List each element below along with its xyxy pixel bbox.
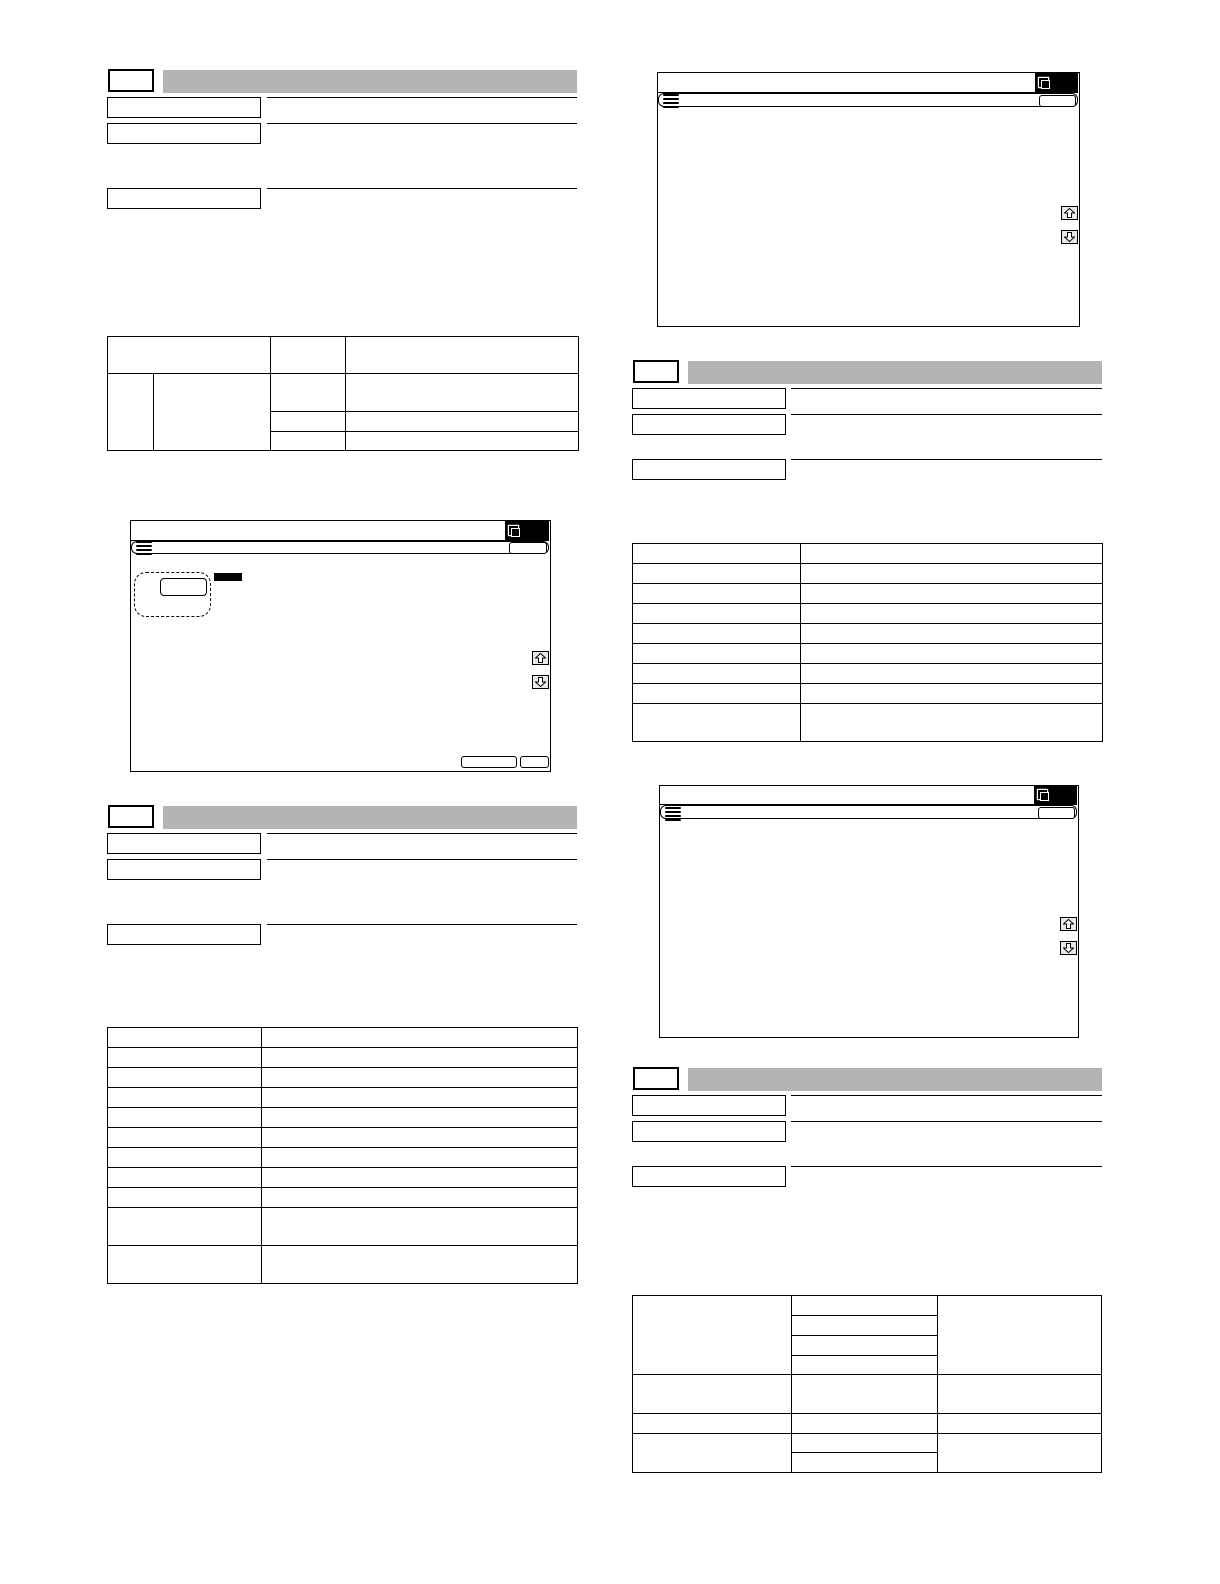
table-cell: [938, 1414, 1102, 1434]
lcd-screen: [657, 72, 1080, 327]
screen-subheader-bar: [131, 541, 549, 554]
table-cell: [262, 1188, 578, 1208]
field-rule: [267, 859, 577, 860]
table-cell: [108, 337, 271, 374]
table-cell: [633, 1375, 792, 1414]
table-cell: [271, 337, 346, 374]
field-rule: [791, 459, 1102, 460]
table-cell: [108, 1188, 262, 1208]
table-cell: [633, 684, 801, 704]
table-cell: [262, 1148, 578, 1168]
menu-icon[interactable]: [665, 807, 681, 823]
section-title-bar: [688, 1068, 1102, 1091]
screen-button[interactable]: [520, 756, 549, 768]
section-title-bar: [163, 806, 577, 829]
table-cell: [271, 374, 346, 412]
screen-title-bar: [660, 786, 1077, 805]
settings-table: [632, 543, 1103, 742]
field-label-box: [107, 924, 261, 945]
field-rule: [267, 97, 577, 98]
table-cell: [346, 412, 579, 432]
settings-table: [107, 336, 579, 451]
table-cell: [633, 704, 801, 742]
section-number-box: [633, 360, 679, 383]
section-title-bar: [163, 70, 577, 93]
screen-button[interactable]: [461, 756, 517, 768]
copy-icon: [511, 528, 520, 537]
field-label-box: [632, 414, 786, 435]
table-cell: [262, 1208, 578, 1246]
field-rule: [791, 1166, 1102, 1167]
ok-button[interactable]: [1039, 95, 1076, 107]
table-cell: [801, 664, 1103, 684]
table-cell: [108, 1168, 262, 1188]
arrow-up-icon: [1064, 208, 1075, 218]
field-rule: [791, 1121, 1102, 1122]
screen-corner-badge[interactable]: [1034, 786, 1077, 805]
table-cell: [801, 604, 1103, 624]
table-cell: [108, 1246, 262, 1284]
screen-subheader-bar: [658, 93, 1078, 107]
table-cell: [262, 1128, 578, 1148]
field-rule: [267, 123, 577, 124]
field-label-box: [632, 1121, 786, 1142]
table-cell: [792, 1316, 938, 1336]
lcd-screen: [130, 520, 551, 772]
screen-title-bar: [658, 73, 1078, 93]
table-cell: [801, 544, 1103, 564]
table-cell: [792, 1336, 938, 1356]
table-cell: [271, 412, 346, 432]
table-cell: [633, 1296, 792, 1375]
arrow-down-icon: [1063, 943, 1074, 953]
field-rule: [267, 924, 577, 925]
section-number-box: [108, 69, 154, 92]
copy-icon: [1040, 792, 1049, 801]
scroll-up-button[interactable]: [532, 651, 549, 665]
screen-subheader-bar: [660, 805, 1077, 819]
table-cell: [792, 1375, 938, 1414]
table-cell: [346, 432, 579, 451]
settings-table: [632, 1295, 1102, 1473]
section-number-box: [633, 1067, 679, 1090]
table-cell: [633, 624, 801, 644]
scroll-down-button[interactable]: [1061, 230, 1078, 244]
table-cell: [154, 374, 271, 451]
table-cell: [633, 604, 801, 624]
table-cell: [262, 1168, 578, 1188]
field-label-box: [632, 1166, 786, 1187]
table-cell: [262, 1028, 578, 1048]
table-cell: [108, 1108, 262, 1128]
scroll-up-button[interactable]: [1061, 206, 1078, 220]
table-cell: [633, 564, 801, 584]
table-cell: [108, 1068, 262, 1088]
table-cell: [938, 1296, 1102, 1375]
table-cell: [346, 374, 579, 412]
table-cell: [801, 644, 1103, 664]
table-cell: [938, 1375, 1102, 1414]
menu-icon[interactable]: [663, 94, 679, 110]
screen-title-bar: [131, 521, 549, 541]
selected-key[interactable]: [160, 578, 207, 596]
table-cell: [792, 1356, 938, 1375]
table-cell: [108, 1148, 262, 1168]
table-cell: [346, 337, 579, 374]
field-label-box: [107, 123, 261, 144]
table-cell: [262, 1108, 578, 1128]
field-label-box: [107, 833, 261, 854]
table-cell: [262, 1048, 578, 1068]
arrow-up-icon: [535, 653, 546, 663]
arrow-down-icon: [1064, 232, 1075, 242]
table-cell: [108, 1048, 262, 1068]
section-title-bar: [688, 361, 1102, 384]
section-number-box: [108, 805, 154, 828]
table-cell: [633, 1414, 792, 1434]
field-label-box: [107, 859, 261, 880]
menu-icon[interactable]: [136, 541, 152, 557]
table-cell: [108, 1028, 262, 1048]
copy-icon: [1041, 80, 1050, 89]
field-label-box: [632, 1095, 786, 1116]
ok-button[interactable]: [509, 542, 547, 554]
table-cell: [262, 1088, 578, 1108]
field-label-box: [632, 459, 786, 480]
table-cell: [792, 1453, 938, 1473]
table-cell: [633, 644, 801, 664]
table-cell: [633, 544, 801, 564]
table-cell: [271, 432, 346, 451]
table-cell: [633, 1434, 792, 1473]
field-rule: [267, 188, 577, 189]
scroll-up-button[interactable]: [1060, 917, 1077, 931]
screen-corner-badge[interactable]: [505, 521, 549, 541]
field-label-box: [107, 188, 261, 209]
table-cell: [801, 704, 1103, 742]
arrow-up-icon: [1063, 919, 1074, 929]
table-cell: [262, 1246, 578, 1284]
lcd-screen: [659, 785, 1079, 1038]
scroll-down-button[interactable]: [532, 675, 549, 689]
field-rule: [267, 833, 577, 834]
table-cell: [801, 564, 1103, 584]
table-cell: [108, 1128, 262, 1148]
table-cell: [262, 1068, 578, 1088]
table-cell: [108, 1088, 262, 1108]
scroll-down-button[interactable]: [1060, 941, 1077, 955]
table-cell: [633, 584, 801, 604]
field-rule: [791, 414, 1102, 415]
table-cell: [108, 1208, 262, 1246]
field-rule: [791, 1095, 1102, 1096]
table-cell: [938, 1434, 1102, 1473]
table-cell: [801, 684, 1103, 704]
highlight-tag: [214, 573, 242, 581]
field-label-box: [107, 97, 261, 118]
table-cell: [108, 374, 154, 451]
settings-table: [107, 1027, 578, 1284]
screen-corner-badge[interactable]: [1035, 73, 1078, 93]
ok-button[interactable]: [1038, 807, 1075, 819]
table-cell: [792, 1434, 938, 1453]
arrow-down-icon: [535, 677, 546, 687]
table-cell: [633, 664, 801, 684]
table-cell: [801, 584, 1103, 604]
field-label-box: [632, 388, 786, 409]
field-rule: [791, 388, 1102, 389]
table-cell: [792, 1296, 938, 1316]
table-cell: [792, 1414, 938, 1434]
table-cell: [801, 624, 1103, 644]
